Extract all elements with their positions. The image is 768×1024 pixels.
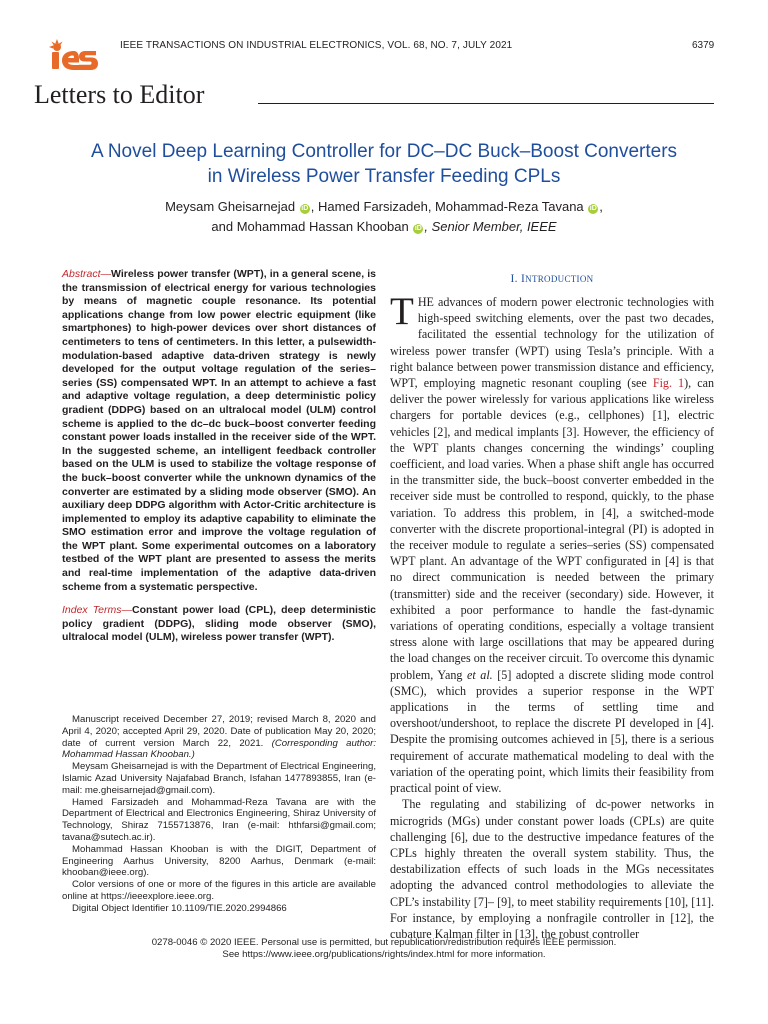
index-terms-text: Constant power load (CPL), deep deterministic policy gradient (DDPG), sliding mode observer (SMO), ultralocal model (ULM), wireless power transfer (WPT). bbox=[62, 604, 376, 644]
footnote-affiliation: Mohammad Hassan Khooban is with the DIGIT, Department of Engineering Aarhus University, 8200 Aarhus, Denmark (e-mail: khooban@ieee.org). bbox=[62, 843, 376, 879]
orcid-icon[interactable]: iD bbox=[589, 205, 597, 212]
footnotes bbox=[62, 714, 376, 915]
paragraph: THE advances of modern power electronic technologies with high-speed switching elements, over the past two decades, facilitated the essential technology for the utilization of wireless power transfer (WPT) using Tesla’s principle. With a right balance between power transmission distance and efficiency, WPT, employing magnetic resonant coupling (see Fig. 1), can deliver the power wirelessly for various applications like wireless chargers for portable devices (e.g., cellphones) [1], electric vehicles [2], and medical implants [3]. However, the efficiency of the WPT plants changes concerning the windings’ coupling coefficient, and load varies. When a phase shift angle has occurred in the transmitter side, the buck–boost converter embedded in the receiver side must be controlled to respond, quickly, to the phase variation. To address this problem, in [4], a switched-mode converter with the discrete proportional-integral (PI) is adopted in the receiver module to regulate a series–series (SS) compensated WPT plant. An advantage of the WPT configurated in [4] is that no direct communication is needed between the primary (transmitter) side and the receiver (secondary) side. However, it exhibited a poor performance to handle the fast-dynamic variations of operating conditions, especially a voltage transient stress alone with large oscillations that may be appeared during the load changes on the receiver circuit. To overcome this dynamic problem, Yang et al. [5] adopted a discrete sliding mode control (SMC), which provides a superior response in the WPT applications in the terms of settling time and overshoot/undershoot, to replace the discrete PI developed in [4]. Despite the promising outcomes achieved in [5], there is a serious requirement of accurate mathematical modeling to deal with the variation of the operating point, which limits their feasibility from practical point of view. bbox=[390, 290, 715, 796]
introduction-heading: I. INTRODUCTION bbox=[510, 273, 594, 285]
author-name: and Mohammad Hassan Khooban bbox=[211, 219, 409, 234]
author-membership: , Senior Member, IEEE bbox=[424, 219, 557, 234]
authors-line2 bbox=[34, 217, 734, 237]
ies-logo bbox=[48, 38, 110, 72]
footnote-affiliation: Meysam Gheisarnejad is with the Department of Electrical Engineering, Islamic Azad University Najafabad Branch, Isfahan 1477893855, Iran (e-mail: me.gheisarnejad@gmail.com). bbox=[62, 761, 376, 796]
abstract-text: Wireless power transfer (WPT), in a general scene, is the transmission of electrical energy for various technologies by means of magnetic couple resonance. Its potential applications change from low power electric equipment (like smartphones) to high-power devices over short distances of centimeters to tens of centimeters. In this letter, a pulsewidth-modulation-based adaptive data-driven strategy is newly developed for the output voltage regulation of the series–series (SS) compensated WPT. In an attempt to achieve a fast and adaptive voltage regulation, a deep deterministic policy gradient (DDPG) based on an ultralocal model (ULM) control scheme is applied to the dc–dc buck–boost converter feeding constant power loads installed in the receiver side of the WPT. In the suggested scheme, an intelligent feedback controller based on the ULM is used to stabilize the voltage response of the buck–boost converter while the unknown dynamics of the converter are estimated by a sliding mode observer (SMO). An auxiliary deep DDPG algorithm with Actor-Critic architecture is implemented to employ its adaptive capability to eliminate the SMO estimation error and improve the voltage regulation of the WPT plant. Some experimental outcomes on a laboratory testbed of the WPT plant are presented to assess the merits and real-time implementation of the adaptive data-driven scheme from a systematic perspective. bbox=[62, 268, 376, 593]
introduction-body bbox=[390, 290, 715, 942]
index-terms-lead: Index Terms— bbox=[62, 604, 133, 616]
footnote-received: Manuscript received December 27, 2019; revised March 8, 2020 and April 4, 2020; accepted April 29, 2020. Date of publication May 20, 2020; date of current version March 22, 2021. (Corresponding author: Mohammad Hassan Khooban.) bbox=[62, 714, 376, 761]
author-names: , Hamed Farsizadeh, Mohammad-Reza Tavana bbox=[310, 199, 584, 214]
footnote-color: Color versions of one or more of the figures in this article are available online at https://ieeexplore.ieee.org. bbox=[62, 879, 376, 902]
rights-line: See https://www.ieee.org/publications/rights/index.html for more information. bbox=[222, 949, 546, 960]
paper-title-line2: in Wireless Power Transfer Feeding CPLs bbox=[207, 166, 561, 187]
section-title: Letters to Editor bbox=[34, 80, 205, 109]
author-name: Meysam Gheisarnejad bbox=[165, 199, 296, 214]
copyright-footer bbox=[34, 937, 734, 961]
journal-header: IEEE TRANSACTIONS ON INDUSTRIAL ELECTRONICS, VOL. 68, NO. 7, JULY 2021 bbox=[120, 40, 513, 51]
figure-link[interactable]: Fig. 1 bbox=[652, 376, 685, 391]
ies-logo-graphic bbox=[48, 38, 110, 72]
orcid-icon[interactable]: iD bbox=[414, 225, 422, 232]
footnote-affiliation: Hamed Farsizadeh and Mohammad-Reza Tavana are with the Department of Electrical and Electronics Engineering, Shiraz University of Technology, Shiraz 7155713876, Iran (e-mail: hthfarsi@gmail.com; tavana@sutech.ac.ir). bbox=[62, 796, 376, 843]
footnote-doi: Digital Object Identifier 10.1109/TIE.2020.2994866 bbox=[72, 902, 287, 914]
section-rule bbox=[258, 103, 714, 104]
author-list bbox=[34, 197, 734, 237]
abstract bbox=[62, 268, 376, 594]
paper-title bbox=[34, 139, 734, 189]
abstract-lead: Abstract— bbox=[62, 268, 112, 280]
authors-line1: Meysam Gheisarnejad iD , Hamed Farsizadeh, Mohammad-Reza Tavana iD , bbox=[165, 199, 603, 214]
corresponding-author: (Corresponding author: Mohammad Hassan Khooban.) bbox=[62, 737, 376, 761]
drop-cap: T bbox=[390, 290, 414, 333]
paragraph: The regulating and stabilizing of dc-power networks in microgrids (MGs) under constant power loads (CPLs) are quite challenging [6], due to the destructive impedance features of the CPLs highly threaten the overall system stability. Thus, the destabilization effects of such loads in the MGs necessitates adopting the advanced control methodologies to alleviate the CPL’s instability [7]– [9], to meet stability requirements [10], [11]. For instance, by employing a nonfragile controller in [12], the cubature Kalman filter in [13], the robust controller bbox=[390, 797, 714, 941]
index-terms bbox=[62, 604, 376, 645]
paper-title-line1: A Novel Deep Learning Controller for DC–DC Buck–Boost Converters bbox=[90, 141, 678, 162]
page-number: 6379 bbox=[692, 40, 715, 51]
copyright-line: 0278-0046 © 2020 IEEE. Personal use is permitted, but republication/redistribution requires IEEE permission. bbox=[151, 937, 617, 948]
orcid-icon[interactable]: iD bbox=[301, 205, 309, 212]
